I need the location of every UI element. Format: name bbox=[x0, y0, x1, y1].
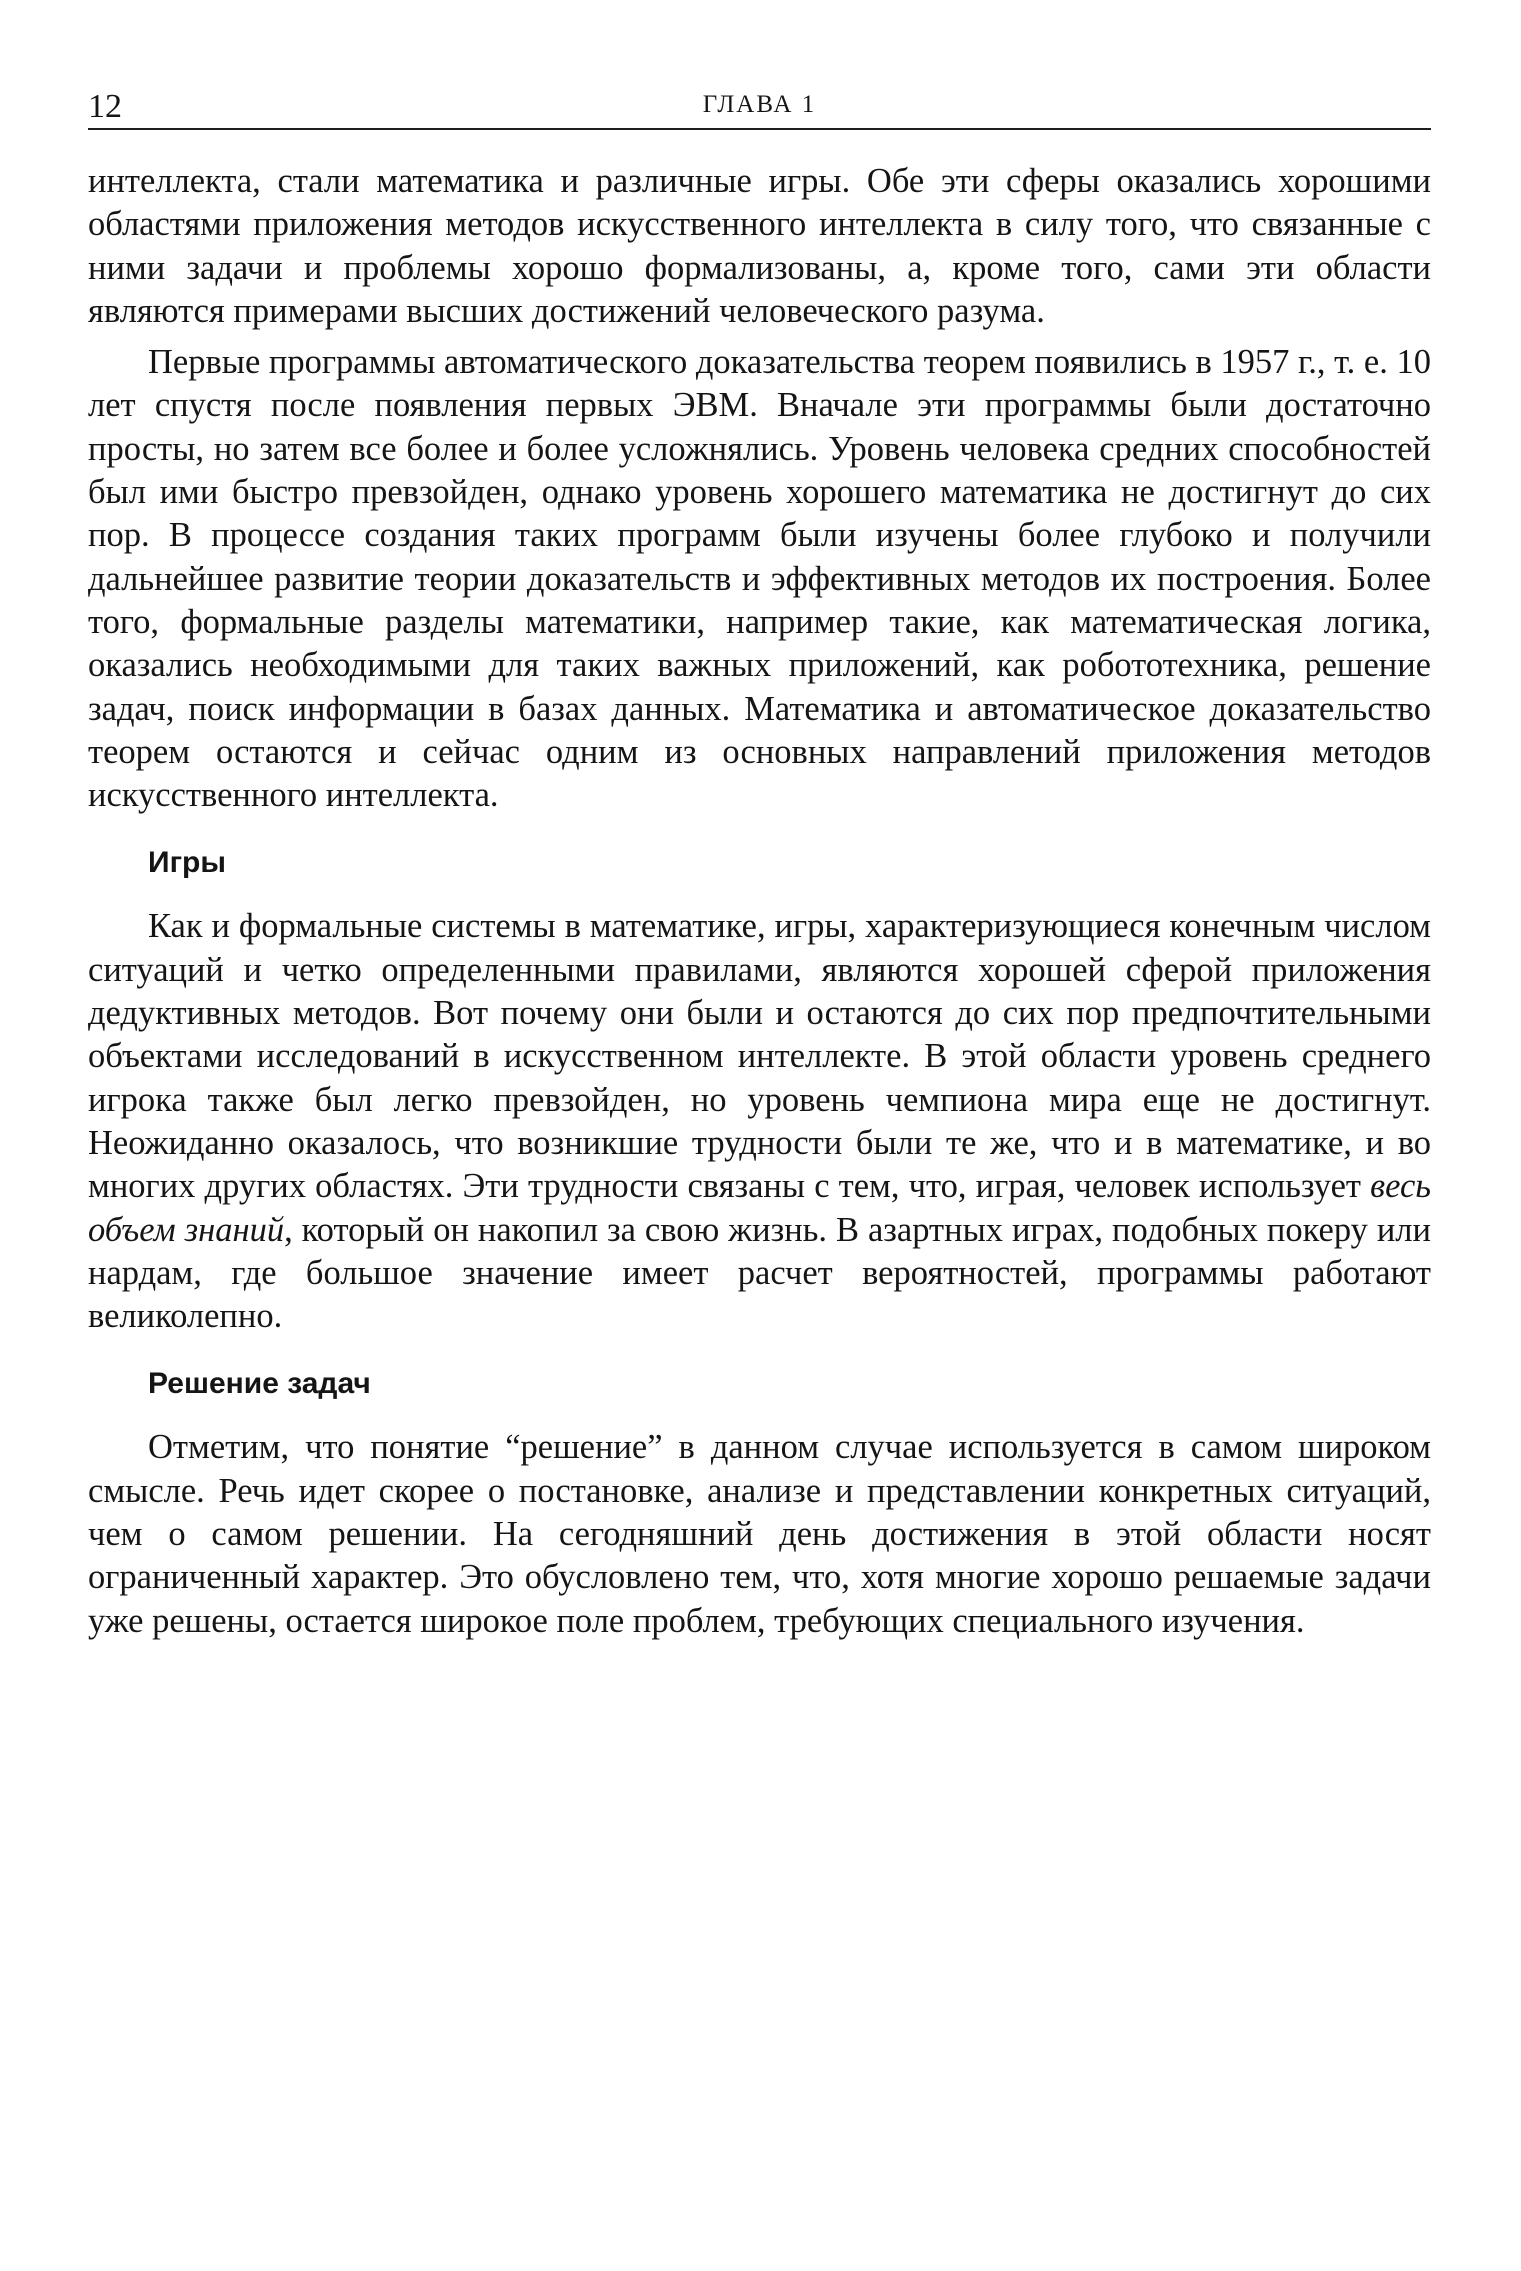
games-emphasis: весь объем знаний bbox=[88, 1167, 1432, 1249]
paragraph-theorem-proving: Первые программы автоматического доказательства теорем появились в 1957 г., т. е. 10 лет спустя после появления первых ЭВМ. Вначале эти программы были достаточно просты, но затем все более и более усложнялись. Уровень человека средних способностей был ими быстро превзойден, однако уровень хорошего математика не достигнут до сих пор. В процессе создания таких программ были изучены более глубоко и получили дальнейшее развитие теории доказательств и эффективных методов их построения. Более того, формальные разделы математики, например такие, как математическая логика, оказались необходимыми для таких важных приложений, как робототехника, решение задач, поиск информации в базах данных. Математика и автоматическое доказательство теорем остаются и сейчас одним из основных направлений приложения методов искусственного интеллекта. bbox=[88, 343, 1431, 815]
games-text-after: , который он накопил за свою жизнь. В азартных играх, подобных покеру или нардам, где большое значение имеет расчет вероятностей, программы работают великолепно. bbox=[88, 1210, 1431, 1336]
book-page bbox=[88, 78, 1431, 2228]
chapter-label: ГЛАВА 1 bbox=[702, 91, 817, 118]
section-heading-games: Игры bbox=[148, 846, 227, 880]
section-heading-problem-solving: Решение задач bbox=[148, 1367, 371, 1401]
running-head bbox=[88, 78, 1431, 130]
page-number: 12 bbox=[88, 88, 122, 125]
games-text-before: Как и формальные системы в математике, игры, характеризующиеся конечным числом ситуаций и четко определенными правилами, являются хорошей сферой приложения дедуктивных методов. Вот почему они были и остаются до сих пор предпочтительными объектами исследований в искусственном интеллекте. В этой области уровень среднего игрока также был легко превзойден, но уровень чемпиона мира еще не достигнут. Неожиданно оказалось, что возникшие трудности были те же, что и в математике, и во многих других областях. Эти трудности связаны с тем, что, играя, человек использует bbox=[88, 907, 1431, 1206]
paragraph-continuation: интеллекта, стали математика и различные игры. Обе эти сферы оказались хорошими областями приложения методов искусственного интеллекта в силу того, что связанные с ними задачи и проблемы хорошо формализованы, а, кроме того, сами эти области являются примерами высших достижений человеческого разума. bbox=[88, 162, 1431, 330]
paragraph-problem-solving: Отметим, что понятие “решение” в данном случае используется в самом широком смысле. Речь идет скорее о постановке, анализе и представлении конкретных ситуаций, чем о самом решении. На сегодняшний день достижения в этой области носят ограниченный характер. Это обусловлено тем, что, хотя многие хорошо решаемые задачи уже решены, остается широкое поле проблем, требующих специального изучения. bbox=[88, 1428, 1431, 1640]
page-body bbox=[88, 160, 1431, 1643]
paragraph-games bbox=[88, 905, 1431, 1338]
